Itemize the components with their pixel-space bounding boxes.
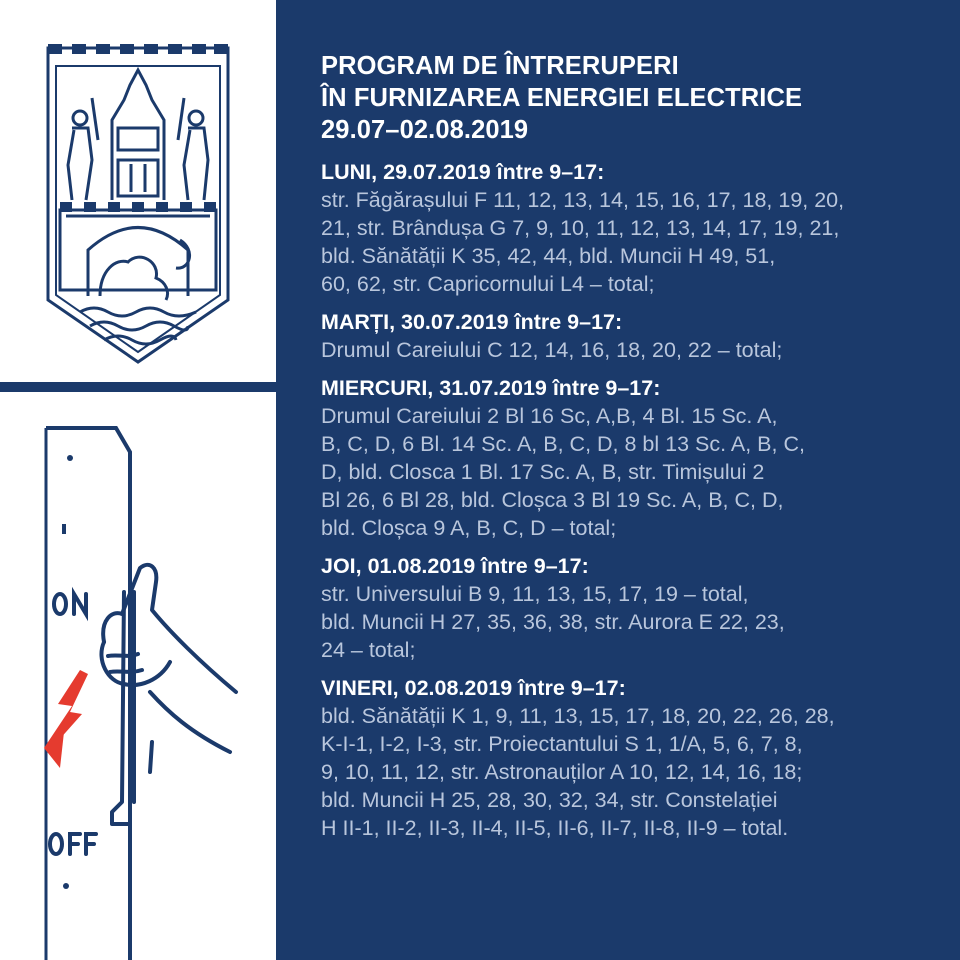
- day-thursday: [321, 552, 951, 664]
- day-line: bld. Sănătății K 35, 42, 44, bld. Muncii H 49, 51,: [321, 244, 776, 268]
- day-line: H II-1, II-2, II-3, II-4, II-5, II-6, II-7, II-8, II-9 – total.: [321, 816, 789, 840]
- day-heading: JOI, 01.08.2019 între 9–17:: [321, 554, 589, 578]
- day-tuesday: [321, 308, 951, 364]
- day-heading: MIERCURI, 31.07.2019 între 9–17:: [321, 376, 661, 400]
- day-line: Drumul Careiului C 12, 14, 16, 18, 20, 22 – total;: [321, 338, 783, 362]
- day-line: D, bld. Closca 1 Bl. 17 Sc. A, B, str. Timișului 2: [321, 460, 765, 484]
- title-line-2: ÎN FURNIZAREA ENERGIEI ELECTRICE: [321, 84, 803, 112]
- day-line: K-I-1, I-2, I-3, str. Proiectantului S 1, 1/A, 5, 6, 7, 8,: [321, 732, 803, 756]
- schedule-list: [321, 158, 951, 852]
- day-line: bld. Sănătății K 1, 9, 11, 13, 15, 17, 18, 20, 22, 26, 28,: [321, 704, 835, 728]
- day-heading: LUNI, 29.07.2019 între 9–17:: [321, 160, 605, 184]
- day-heading: MARȚI, 30.07.2019 între 9–17:: [321, 310, 623, 334]
- day-friday: [321, 674, 951, 842]
- day-line: bld. Muncii H 27, 35, 36, 38, str. Aurora E 22, 23,: [321, 610, 785, 634]
- day-line: B, C, D, 6 Bl. 14 Sc. A, B, C, D, 8 bl 13 Sc. A, B, C,: [321, 432, 805, 456]
- day-line: str. Universului B 9, 11, 13, 15, 17, 19 – total,: [321, 582, 749, 606]
- day-line: bld. Cloșca 9 A, B, C, D – total;: [321, 516, 617, 540]
- day-line: str. Făgărașului F 11, 12, 13, 14, 15, 16, 17, 18, 19, 20,: [321, 188, 845, 212]
- day-heading: VINERI, 02.08.2019 între 9–17:: [321, 676, 626, 700]
- day-line: 21, str. Brândușa G 7, 9, 10, 11, 12, 13, 14, 17, 19, 21,: [321, 216, 840, 240]
- coat-of-arms-icon: [0, 0, 276, 382]
- coat-of-arms-panel: [0, 0, 276, 382]
- day-line: 9, 10, 11, 12, str. Astronauților A 10, 12, 14, 16, 18;: [321, 760, 803, 784]
- schedule-panel: [276, 0, 960, 960]
- day-wednesday: [321, 374, 951, 542]
- page-title: [321, 50, 802, 146]
- day-line: 24 – total;: [321, 638, 416, 662]
- day-line: bld. Muncii H 25, 28, 30, 32, 34, str. Constelației: [321, 788, 778, 812]
- lightning-bolt-icon: [44, 670, 88, 750]
- switch-illustration-panel: [0, 392, 276, 960]
- title-line-1: PROGRAM DE ÎNTRERUPERI: [321, 52, 679, 80]
- day-line: Bl 26, 6 Bl 28, bld. Cloșca 3 Bl 19 Sc. A, B, C, D,: [321, 488, 784, 512]
- day-line: Drumul Careiului 2 Bl 16 Sc, A,B, 4 Bl. 15 Sc. A,: [321, 404, 778, 428]
- power-switch-icon: [0, 392, 276, 960]
- day-line: 60, 62, str. Capricornului L4 – total;: [321, 272, 655, 296]
- title-line-3: 29.07–02.08.2019: [321, 116, 529, 144]
- day-monday: [321, 158, 951, 298]
- horizontal-divider: [0, 382, 276, 392]
